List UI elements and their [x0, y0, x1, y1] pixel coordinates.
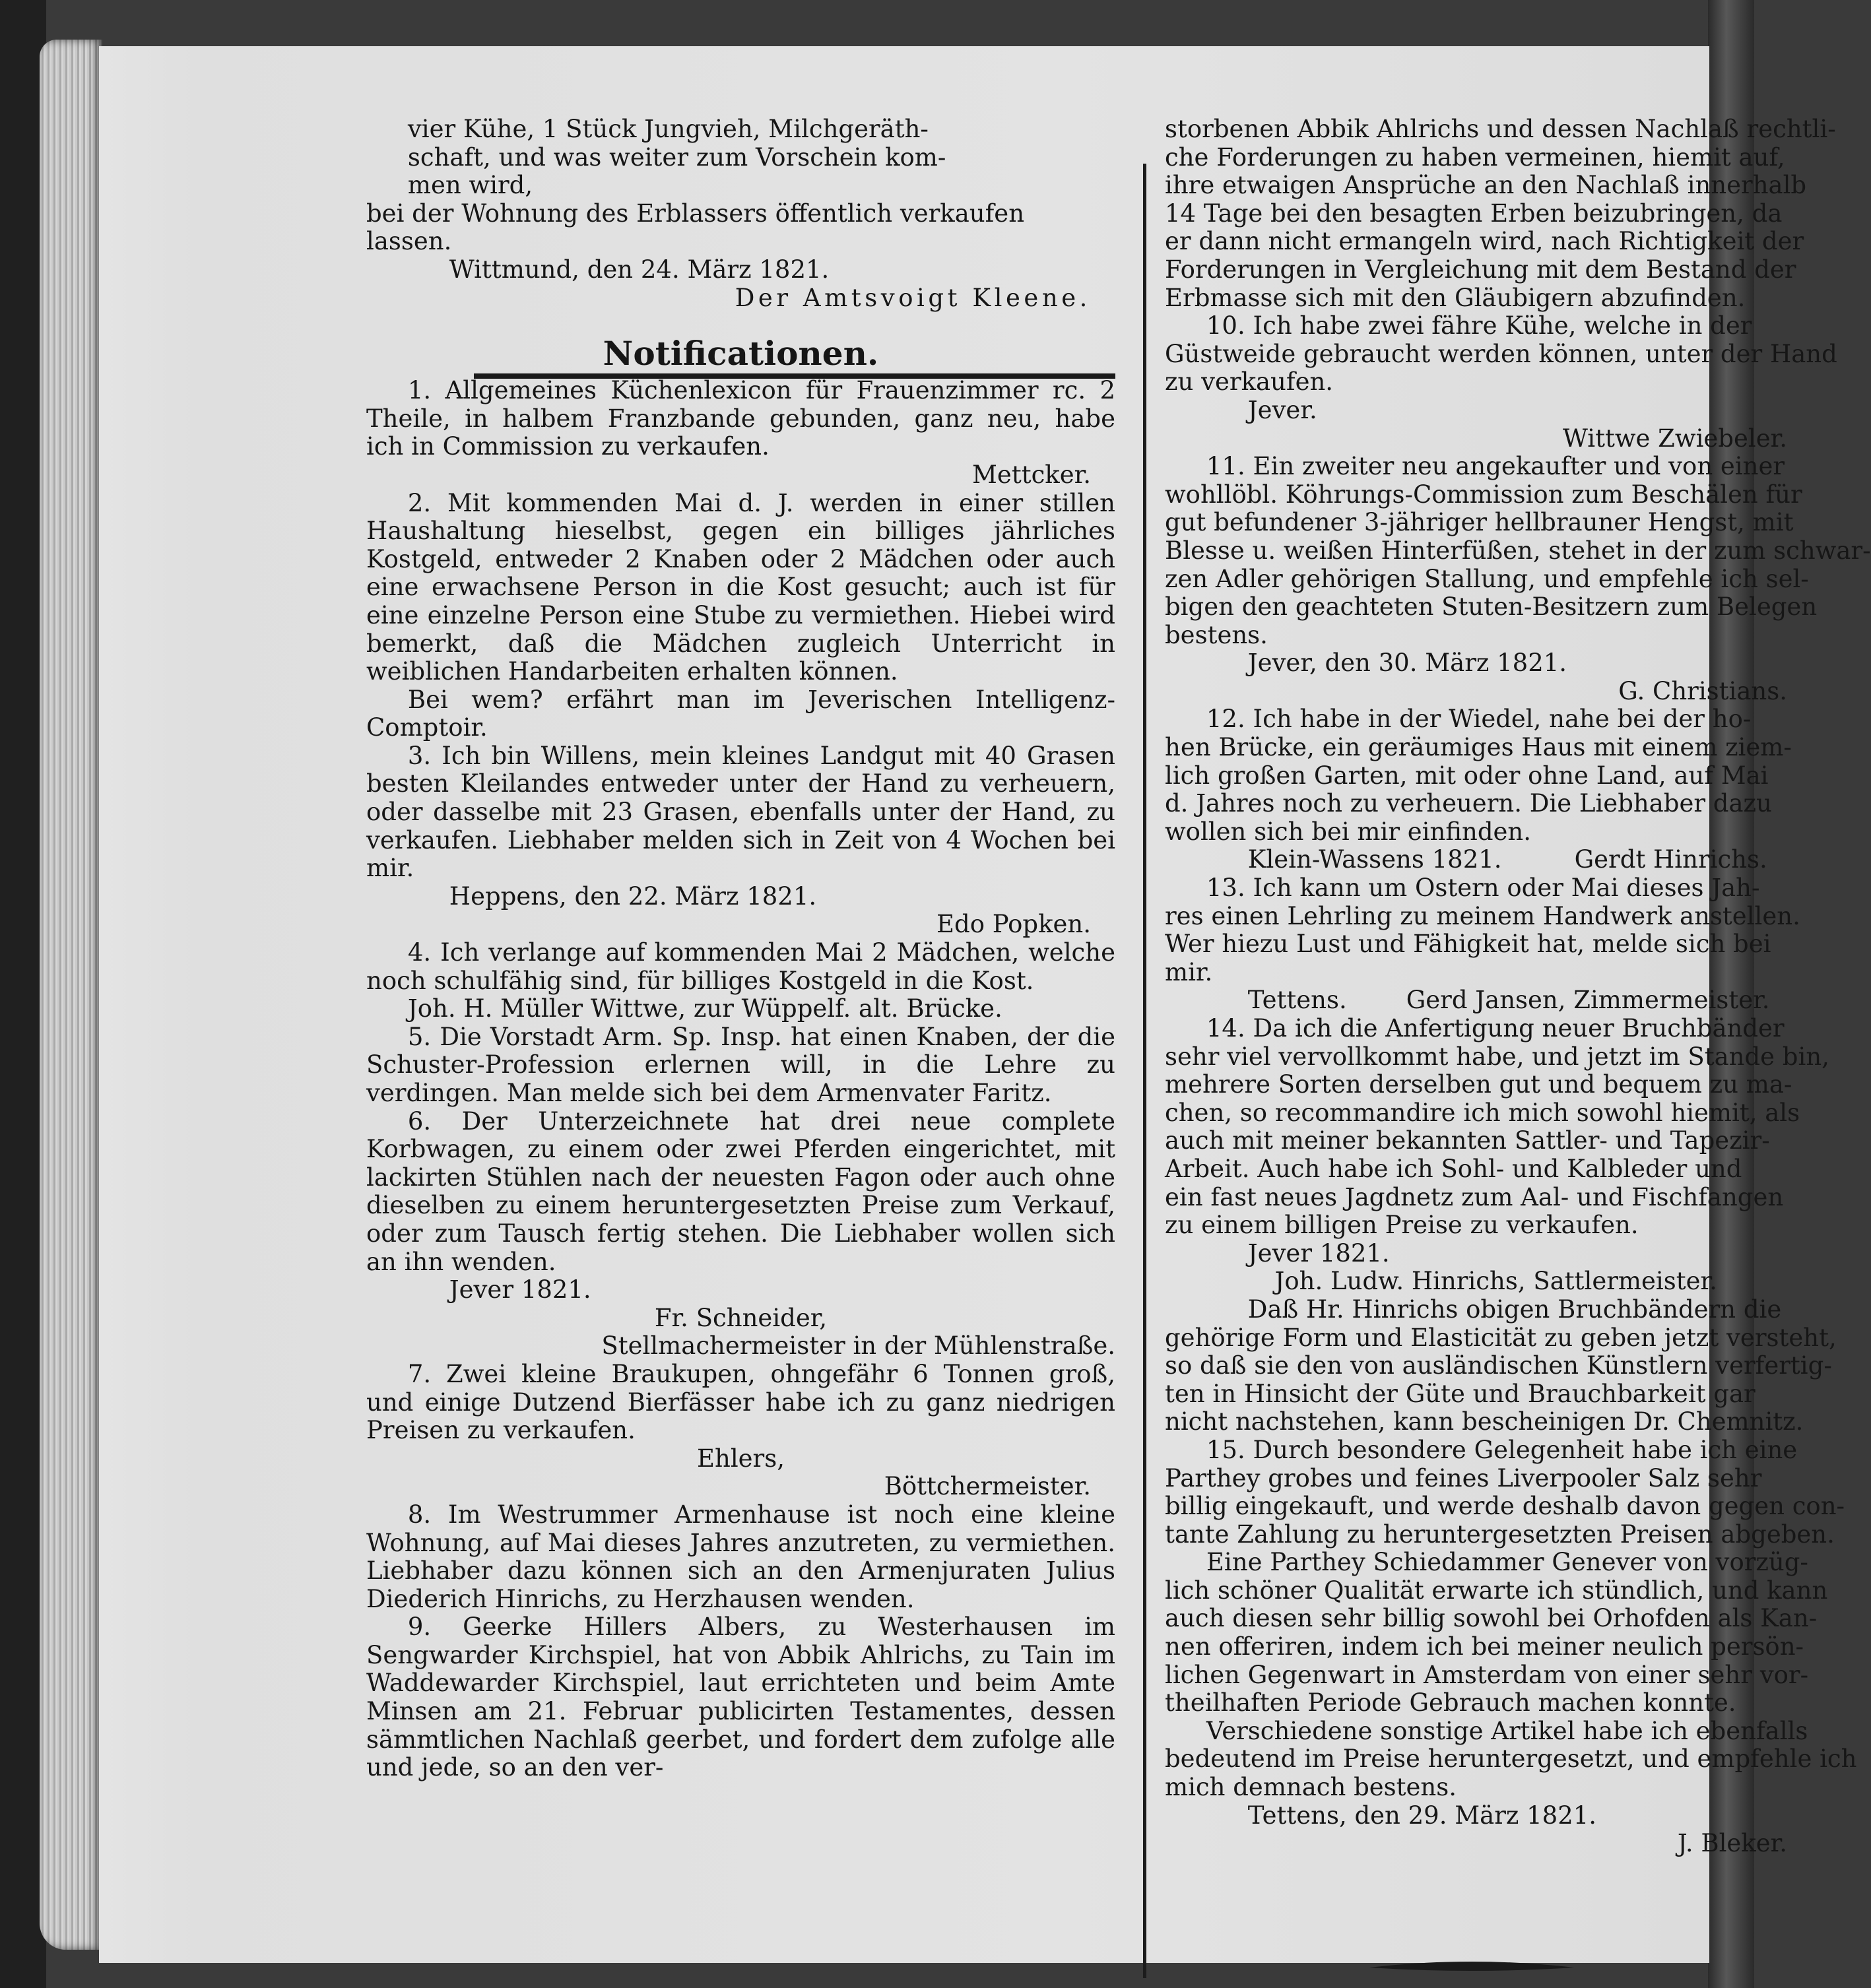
notice-11-line: bestens. [1165, 620, 1268, 649]
intro-line: vier Kühe, 1 Stück Jungvieh, Milchgeräth- [407, 115, 929, 143]
notice-15-line: tante Zahlung zu heruntergesetzten Preisen abgeben. [1165, 1520, 1835, 1549]
notice-6-place: Jever 1821. [449, 1275, 591, 1304]
intro-signature: Der Amtsvoigt Kleene. [735, 283, 1091, 312]
notice-12-place-text: Klein-Wassens 1821. [1247, 845, 1502, 874]
notice-13-line: mir. [1165, 957, 1213, 986]
notice-11-place-date: Jever, den 30. März 1821. [1247, 649, 1567, 678]
notice-14-line: Arbeit. Auch habe ich Sohl- und Kalbleder und [1165, 1154, 1742, 1183]
notice-7-signature-title: Böttchermeister. [884, 1472, 1091, 1501]
notice-10-line: 10. Ich habe zwei fähre Kühe, welche in der [1206, 311, 1752, 340]
notice-15b-line: theilhaften Periode Gebrauch machen konnte. [1165, 1688, 1736, 1717]
notice-14-line: ein fast neues Jagdnetz zum Aal- und Fischfangen [1165, 1182, 1784, 1211]
notice-14-line: mehrere Sorten derselben gut und bequem zu ma- [1165, 1070, 1792, 1099]
notice-9-continued-line: Erbmasse sich mit den Gläubigern abzufinden. [1165, 283, 1746, 312]
notice-15-line: 15. Durch besondere Gelegenheit habe ich eine [1206, 1435, 1798, 1464]
notice-12-line: 12. Ich habe in der Wiedel, nahe bei der ho- [1206, 705, 1752, 734]
intro-place-date: Wittmund, den 24. März 1821. [449, 255, 830, 284]
notice-11-line: Blesse u. weißen Hinterfüßen, stehet in der zum schwar- [1165, 536, 1871, 565]
notice-7: 7. Zwei kleine Braukupen, ohngefähr 6 Tonnen groß, und einige Dutzend Bierfässer habe ich zu ganz niedrigen Preisen zu verkaufen. [366, 1359, 1115, 1445]
notice-14-note-line: ten in Hinsicht der Güte und Brauchbarkeit gar [1165, 1379, 1756, 1408]
notice-13-line: 13. Ich kann um Ostern oder Mai dieses Jah- [1206, 874, 1760, 903]
notice-9: 9. Geerke Hillers Albers, zu Westerhausen im Sengwarder Kirchspiel, hat von Abbik Ahlrichs, zu Tain im Waddewarder Kirchspiel, laut errichteten und beim Amte Minsen am 21. Februar publicirten Testamentes, dessen sämmtlichen Nachlaß geerbet, und fordert dem zufolge alle und jede, so an den ver- [366, 1613, 1115, 1782]
notice-4-signature: Joh. H. Müller Wittwe, zur Wüppelf. alt. Brücke. [407, 994, 1002, 1023]
notice-11-line: wohllöbl. Köhrungs-Commission zum Beschälen für [1165, 480, 1802, 509]
notice-15b-line: lich schöner Qualität erwarte ich stündlich, und kann [1165, 1576, 1828, 1605]
notice-11-line: gut befundener 3-jähriger hellbrauner Hengst, mit [1165, 508, 1794, 537]
notice-12-place [1165, 846, 1812, 874]
notice-13-line: res einen Lehrling zu meinem Handwerk anstellen. [1165, 901, 1800, 930]
notice-9-continued-line: 14 Tage bei den besagten Erben beizubringen, da [1165, 199, 1783, 228]
notice-14-place: Jever 1821. [1247, 1238, 1390, 1267]
notice-9-continued-line: er dann nicht ermangeln wird, nach Richtigkeit der [1165, 227, 1804, 256]
notice-15b-line: Eine Parthey Schiedammer Genever von vorzüg- [1206, 1548, 1808, 1577]
notice-5: 5. Die Vorstadt Arm. Sp. Insp. hat einen Knaben, der die Schuster-Profession erlernen will, in die Lehre zu verdingen. Man melde sich bei dem Armenvater Faritz. [366, 1022, 1115, 1107]
notice-11-line: 11. Ein zweiter neu angekaufter und von einer [1206, 452, 1785, 481]
notice-6-signature-title: Stellmachermeister in der Mühlenstraße. [601, 1331, 1115, 1361]
notice-14-note-line: nicht nachstehen, kann bescheinigen Dr. Chemnitz. [1165, 1407, 1804, 1436]
notice-15-line: Parthey grobes und feines Liverpooler Salz sehr [1165, 1463, 1762, 1492]
notice-15b-line: auch diesen sehr billig sowohl bei Orhofden als Kan- [1165, 1604, 1818, 1633]
notice-4: 4. Ich verlange auf kommenden Mai 2 Mädchen, welche noch schulfähig sind, für billiges Kostgeld in die Kost. [366, 938, 1115, 995]
notice-13-line: Wer hiezu Lust und Fähigkeit hat, melde sich bei [1165, 930, 1771, 959]
notice-3-signature: Edo Popken. [936, 910, 1091, 939]
notice-15-signature: J. Bleker. [1677, 1829, 1787, 1858]
notice-15b-line: nen offeriren, indem ich bei meiner neulich persön- [1165, 1632, 1804, 1661]
notice-6-signature: Fr. Schneider, [654, 1303, 828, 1332]
notice-14-note-line: so daß sie den von ausländischen Künstlern verfertig- [1165, 1351, 1832, 1380]
notice-9-continued-line: Forderungen in Vergleichung mit dem Bestand der [1165, 255, 1796, 284]
notice-11-line: bigen den geachteten Stuten-Besitzern zum Belegen [1165, 593, 1818, 622]
notice-14-signature: Joh. Ludw. Hinrichs, Sattlermeister. [1274, 1267, 1717, 1296]
notice-13-signature: Gerd Jansen, Zimmermeister. [1406, 986, 1770, 1015]
notice-9-continued-line: ihre etwaigen Ansprüche an den Nachlaß innerhalb [1165, 171, 1807, 200]
notice-14-line: zu einem billigen Preise zu verkaufen. [1165, 1211, 1639, 1240]
notice-12-line: hen Brücke, ein geräumiges Haus mit einem ziem- [1165, 733, 1792, 762]
notice-3-place-date: Heppens, den 22. März 1821. [449, 882, 817, 911]
notice-14-note-line: Daß Hr. Hinrichs obigen Bruchbändern die [1247, 1295, 1782, 1324]
notice-11-line: zen Adler gehörigen Stallung, und empfehle ich sel- [1165, 564, 1809, 593]
book-page-edges [40, 40, 102, 1950]
notice-15c-line: mich demnach bestens. [1165, 1773, 1457, 1802]
notice-13-place-text: Tettens. [1247, 986, 1347, 1015]
notice-2: 2. Mit kommenden Mai d. J. werden in einer stillen Haushaltung hieselbst, gegen ein billiges jährliches Kostgeld, entweder 2 Knaben oder 2 Mädchen oder auch eine erwachsene Person in die Kost gesucht; auch ist für eine einzelne Person eine Stube zu vermiethen. Hiebei wird bemerkt, daß die Mädchen zugleich Unterricht in weiblichen Handarbeiten erhalten können. [366, 488, 1115, 686]
notice-15b-line: lichen Gegenwart in Amsterdam von einer sehr vor- [1165, 1660, 1809, 1689]
notice-6: 6. Der Unterzeichnete hat drei neue complete Korbwagen, zu einem oder zwei Pferden eingerichtet, mit lackirten Stühlen nach der neuesten Fagon oder auch ohne dieselben zu einem heruntergesetzten Preise zum Verkauf, oder zum Tausch fertig stehen. Die Liebhaber wollen sich an ihn wenden. [366, 1106, 1115, 1276]
notice-3: 3. Ich bin Willens, mein kleines Landgut mit 40 Grasen besten Kleilandes entweder unter der Hand zu verheuern, oder dasselbe mit 23 Grasen, ebenfalls unter der Hand, zu verkaufen. Liebhaber melden sich in Zeit von 4 Wochen bei mir. [366, 741, 1115, 883]
notice-10-line: zu verkaufen. [1165, 368, 1334, 397]
notice-12-line: lich großen Garten, mit oder ohne Land, auf Mai [1165, 761, 1769, 790]
notice-14-line: chen, so recommandire ich mich sowohl hiemit, als [1165, 1098, 1800, 1127]
notice-10-line: Güstweide gebraucht werden können, unter der Hand [1165, 339, 1837, 368]
notice-7-signature: Ehlers, [696, 1444, 785, 1473]
notice-10-signature: Wittwe Zwiebeler. [1562, 424, 1787, 453]
notice-15c-line: bedeutend im Preise heruntergesetzt, und empfehle ich [1165, 1745, 1857, 1774]
right-column [1165, 115, 1871, 1858]
notice-2-inquiry: Bei wem? erfährt man im Jeverischen Intelligenz-Comptoir. [366, 685, 1115, 742]
notice-15-line: billig eingekauft, und werde deshalb davon gegen con- [1165, 1492, 1845, 1521]
notice-12-line: wollen sich bei mir einfinden. [1165, 817, 1532, 846]
notice-9-continued-line: storbenen Abbik Ahlrichs und dessen Nachlaß rechtli- [1165, 115, 1836, 143]
section-heading: Notificationen. [603, 334, 879, 373]
intro-line: schaft, und was weiter zum Vorschein kom- [407, 143, 946, 172]
intro-line: bei der Wohnung des Erblassers öffentlich verkaufen [366, 199, 1025, 228]
notice-13-place [1165, 986, 1812, 1015]
notice-11-signature: G. Christians. [1618, 676, 1787, 705]
notice-9-continued-line: che Forderungen zu haben vermeinen, hiemit auf, [1165, 143, 1785, 172]
notice-12-line: d. Jahres noch zu verheuern. Die Liebhaber dazu [1165, 789, 1772, 818]
notice-8: 8. Im Westrummer Armenhause ist noch eine kleine Wohnung, auf Mai dieses Jahres anzutreten, zu vermiethen. Liebhaber dazu können sich an den Armenjuraten Julius Diederich Hinrichs, zu Herzhausen wenden. [366, 1500, 1115, 1613]
notice-1-signature: Mettcker. [972, 460, 1091, 489]
intro-line: men wird, [407, 171, 533, 200]
newspaper-page [99, 46, 1871, 1963]
notice-12-signature: Gerdt Hinrichs. [1574, 845, 1767, 874]
notice-1: 1. Allgemeines Küchenlexicon für Frauenzimmer rc. 2 Theile, in halbem Franzbande gebunden, ganz neu, habe ich in Commission zu verkaufen. [366, 376, 1115, 461]
left-column [366, 115, 1115, 1782]
notice-15-place-date: Tettens, den 29. März 1821. [1247, 1801, 1597, 1830]
notice-14-note-line: gehörige Form und Elasticität zu geben jetzt versteht, [1165, 1323, 1837, 1352]
column-divider [1143, 164, 1146, 1978]
notice-15c-line: Verschiedene sonstige Artikel habe ich ebenfalls [1206, 1716, 1808, 1745]
intro-line: lassen. [366, 227, 452, 256]
notice-14-line: auch mit meiner bekannten Sattler- und Tapezir- [1165, 1126, 1770, 1155]
notice-10-place: Jever. [1247, 395, 1317, 424]
closing-ornament [1369, 1958, 1574, 1974]
notice-14-line: sehr viel vervollkommt habe, und jetzt im Stande bin, [1165, 1042, 1829, 1071]
notice-14-line: 14. Da ich die Anfertigung neuer Bruchbänder [1206, 1014, 1785, 1042]
